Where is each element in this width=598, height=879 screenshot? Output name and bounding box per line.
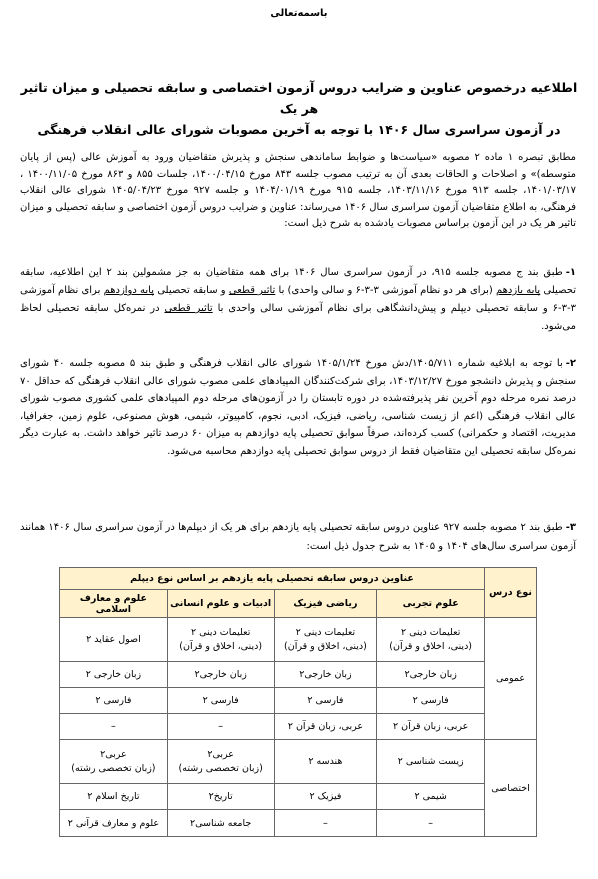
table-cell: شیمی ۲ bbox=[377, 784, 485, 810]
intro-paragraph: مطابق تبصره ۱ ماده ۲ مصوبه «سیاست‌ها و ضوابط ساماندهی سنجش و پذیرش متقاضیان ورود به آموزش عالی (پس از پایان متوسطه)» و اصلاحات و الحاقات بعدی آن به ترتیب مصوب جلسه ۸۴۳ مورخ ۱۴۰۰/۰۴/۱۵، جلسات ۸۵۵ و ۸۶۳ مورخ ۱۴۰۰/۱۱/۰۵ ، ۱۴۰۱/۰۳/۱۷، جلسه ۹۱۳ مورخ ۱۴۰۳/۱۱/۱۶، جلسه ۹۱۵ مورخ ۱۴۰۴/۰۱/۱۹ و جلسه ۹۲۷ مورخ ۱۴۰۵/۰۴/۲۳ شورای عالی انقلاب فرهنگی، به اطلاع متقاضیان آزمون سراسری سال ۱۴۰۶ می‌رساند: عناوین و ضرایب دروس آزمون اختصاصی و سابقه تحصیلی و میزان تاثیر هر یک در این آزمون براساس مصوبات یادشده به شرح ذیل است: bbox=[20, 152, 577, 229]
item-3-number: ۳- bbox=[565, 522, 576, 533]
item-1-text-b: (برای هر دو نظام آموزشی ۳-۳-۶ و سالی واحدی) با bbox=[275, 285, 496, 296]
table-cell: علوم و معارف قرآنی ۲ bbox=[60, 810, 168, 837]
item-3 bbox=[20, 518, 576, 556]
table-cell: – bbox=[60, 714, 168, 740]
title-line-2: در آزمون سراسری سال ۱۴۰۶ با توجه به آخرین مصوبات شورای عالی انقلاب فرهنگی bbox=[37, 122, 561, 137]
item-1-underline-3: پایه دوازدهم bbox=[103, 285, 155, 296]
header-group-title: عناوین دروس سابقه تحصیلی پایه یازدهم بر اساس نوع دیپلم bbox=[60, 568, 485, 590]
table-cell: هندسه ۲ bbox=[274, 740, 377, 784]
table-cell: فارسی ۲ bbox=[167, 688, 274, 714]
table-cell: عربی۲ (زبان تخصصی رشته) bbox=[167, 740, 274, 784]
table-cell: جامعه شناسی۲ bbox=[167, 810, 274, 837]
table-cell: زبان خارجی۲ bbox=[377, 662, 485, 688]
courses-table bbox=[59, 567, 537, 837]
table-row bbox=[60, 714, 537, 740]
header-col-1: علوم تجربی bbox=[377, 590, 485, 618]
table-subheader-row bbox=[60, 590, 537, 618]
table-cell: تعلیمات دینی ۲ (دینی، اخلاق و قرآن) bbox=[377, 618, 485, 662]
table-cell: زبان خارجی۲ bbox=[274, 662, 377, 688]
table-cell: زبان خارجی۲ bbox=[167, 662, 274, 688]
table-row bbox=[60, 662, 537, 688]
item-2 bbox=[20, 355, 576, 461]
table-row bbox=[60, 688, 537, 714]
table-cell: – bbox=[377, 810, 485, 837]
table-cell: زیست شناسی ۲ bbox=[377, 740, 485, 784]
group-label-specialized: اختصاصی bbox=[485, 740, 537, 837]
item-1-underline-1: پایه یازدهم bbox=[496, 285, 541, 296]
group-label-general: عمومی bbox=[485, 618, 537, 740]
table-cell: – bbox=[274, 810, 377, 837]
item-1-underline-4: تاثیر قطعی bbox=[164, 303, 213, 314]
table-cell: زبان خارجی ۲ bbox=[60, 662, 168, 688]
item-3-text: طبق بند ۲ مصوبه جلسه ۹۲۷ عناوین دروس سابقه تحصیلی پایه یازدهم برای هر یک از دیپلم‌ها در آزمون سراسری سال ۱۴۰۶ همانند آزمون سراسری سال‌های ۱۴۰۴ و ۱۴۰۵ به شرح جدول ذیل است: bbox=[20, 522, 576, 552]
table-cell: تعلیمات دینی ۲ (دینی، اخلاق و قرآن) bbox=[274, 618, 377, 662]
item-1-number: ۱- bbox=[565, 267, 576, 278]
table-cell: فارسی ۲ bbox=[60, 688, 168, 714]
table-cell: عربی۲ (زبان تخصصی رشته) bbox=[60, 740, 168, 784]
basmala-heading: باسمه‌تعالی bbox=[270, 8, 328, 19]
table-cell: تاریخ۲ bbox=[167, 784, 274, 810]
table-cell: تاریخ اسلام ۲ bbox=[60, 784, 168, 810]
table-row bbox=[60, 784, 537, 810]
table-cell: تعلیمات دینی ۲ (دینی، اخلاق و قرآن) bbox=[167, 618, 274, 662]
table-row bbox=[60, 740, 537, 784]
header-col-2: ریاضی فیزیک bbox=[274, 590, 377, 618]
table-cell: – bbox=[167, 714, 274, 740]
table-cell: فارسی ۲ bbox=[377, 688, 485, 714]
item-1-text-a: طبق بند ج مصوبه جلسه ۹۱۵، در آزمون سراسری سال ۱۴۰۶ برای همه متقاضیان به جز مشمولین بند ۲ این اطلاعیه، سابقه تحصیلی bbox=[20, 267, 576, 296]
title-line-1: اطلاعیه درخصوص عناوین و ضرایب دروس آزمون اختصاصی و سابقه تحصیلی و میزان تاثیر هر یک bbox=[20, 80, 578, 116]
table-cell: عربی، زبان قرآن ۲ bbox=[274, 714, 377, 740]
item-1-underline-2: تاثیر قطعی bbox=[228, 285, 276, 296]
item-2-text: با توجه به ابلاغیه شماره ۱۴۰۵/۷۱۱/دش مورخ ۱۴۰۵/۱/۲۴ شورای عالی انقلاب فرهنگی و طبق بند ۵ مصوبه جلسه ۴۰ شورای سنجش و پذیرش دانشجو مورخ ۱۴۰۳/۱۲/۲۷، برای شرکت‌کنندگان المپیادهای علمی مصوب شورای عالی انقلاب فرهنگی که حداقل ۷۰ درصد نمره مرحله دوم آخرین نفر پذیرفته‌شده در دوره تابستان را در آزمون‌های مرحله دوم المپیادهای علمی کشوری مصوب شورای عالی انقلاب فرهنگی (اعم از زیست شناسی، ریاضی، فیزیک، ادبی، نجوم، کامپیوتر، شیمی، هوش مصنوعی، علوم زمین، جغرافیا، مدیریت، اقتصاد و حکمرانی) کسب کرده‌اند، صرفاً سوابق تحصیلی پایه دوازدهم به میزان ۶۰ درصد تاثیر خواهد داشت. به عبارت دیگر نمره‌کل سابقه تحصیلی این متقاضیان فقط از دروس سوابق تحصیلی پایه دوازدهم محاسبه می‌شود. bbox=[20, 358, 576, 457]
item-2-number: ۲- bbox=[565, 358, 576, 369]
table-row bbox=[60, 618, 537, 662]
table-cell: اصول عقاید ۲ bbox=[60, 618, 168, 662]
table-header-row bbox=[60, 568, 537, 590]
table-cell: فارسی ۲ bbox=[274, 688, 377, 714]
item-1-text-c: و سابقه تحصیلی bbox=[154, 285, 229, 296]
header-col-4: علوم و معارف اسلامی bbox=[60, 590, 168, 618]
item-1 bbox=[20, 264, 576, 336]
table-cell: فیزیک ۲ bbox=[274, 784, 377, 810]
item-1-text-d: برای نظام آموزشی ۳-۳-۶ و سابقه تحصیلی دیپلم و پیش‌دانشگاهی برای نظام آموزشی سالی واحدی با bbox=[20, 285, 576, 314]
item-1-text-e: در نمره‌کل سابقه تحصیلی لحاظ می‌شود. bbox=[20, 303, 576, 332]
table-cell: عربی، زبان قرآن ۲ bbox=[377, 714, 485, 740]
header-course-type: نوع درس bbox=[485, 568, 537, 618]
announcement-title bbox=[20, 77, 578, 140]
table-row bbox=[60, 810, 537, 837]
header-col-3: ادبیات و علوم انسانی bbox=[167, 590, 274, 618]
